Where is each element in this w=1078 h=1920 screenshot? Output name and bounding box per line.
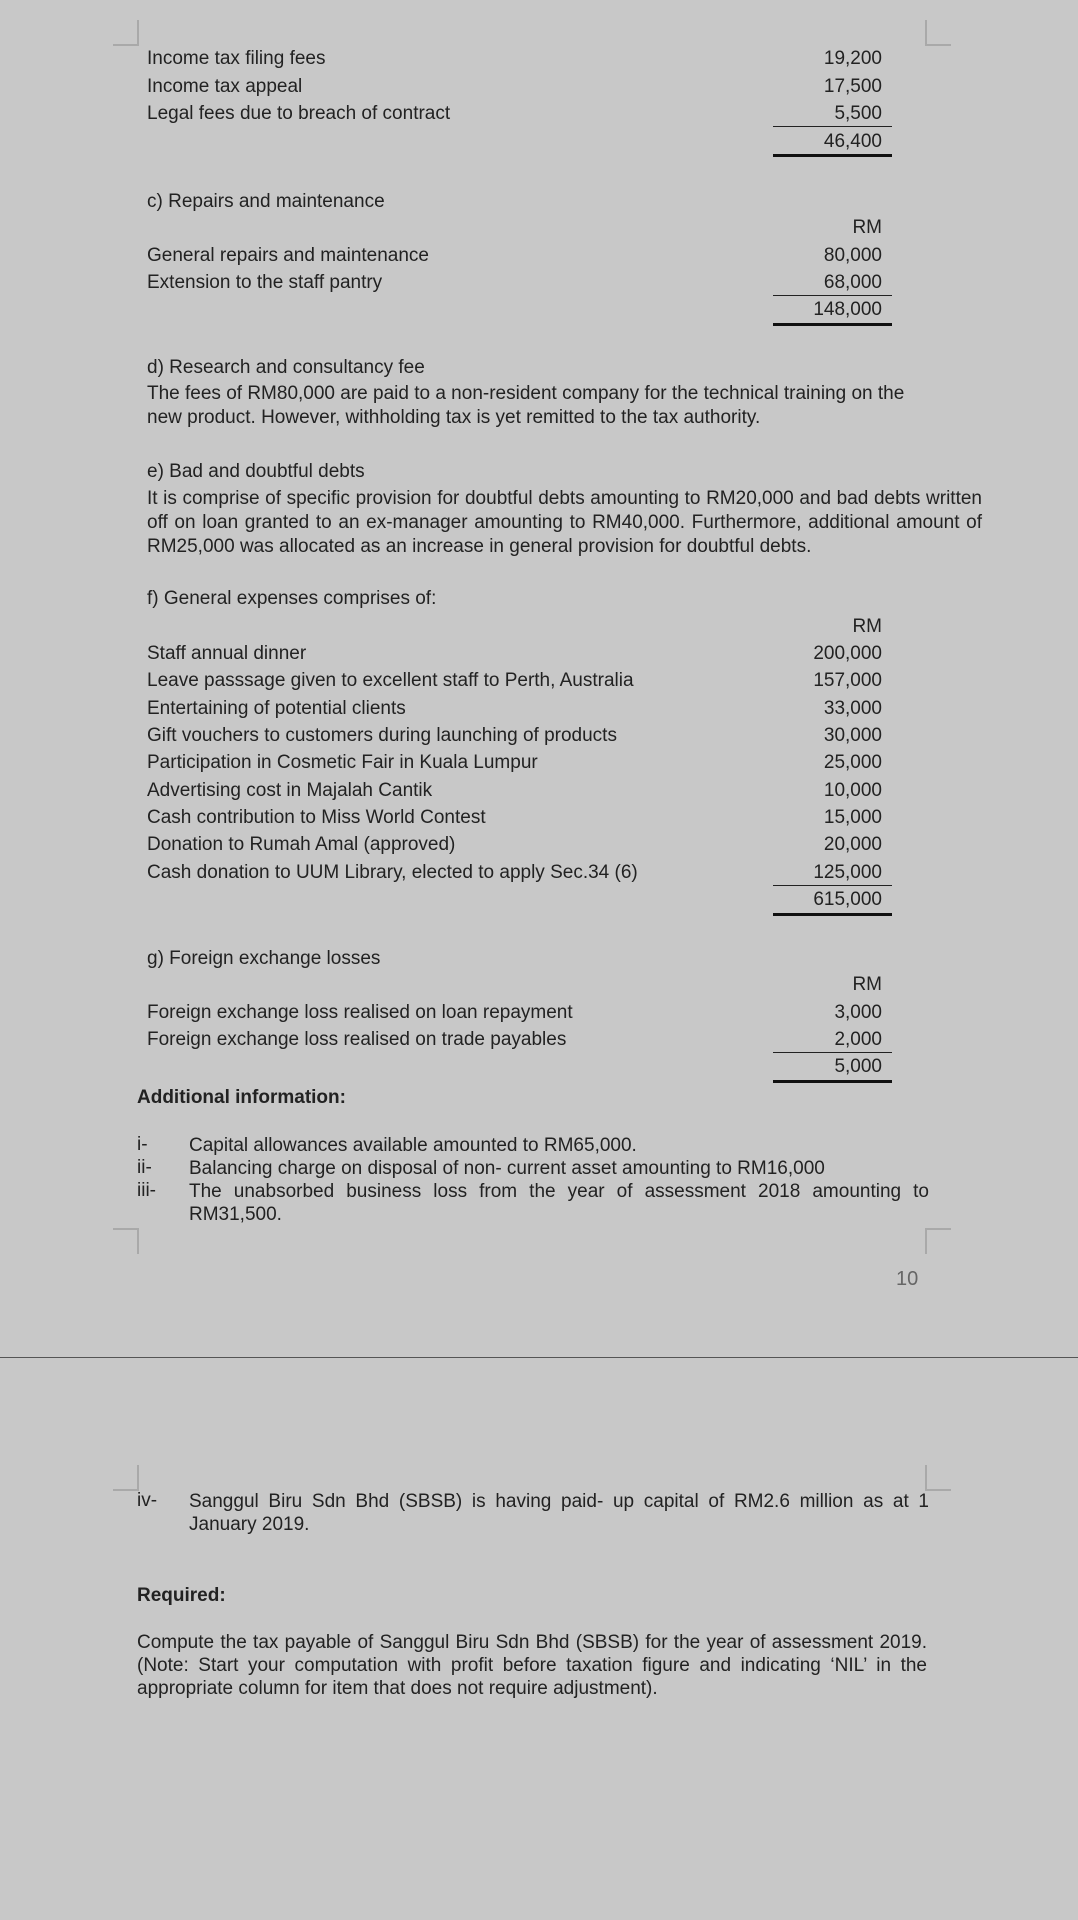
currency-row [147, 616, 882, 642]
page-corner-mark [925, 20, 951, 46]
item-amount: 68,000 [823, 272, 882, 293]
currency-row [147, 217, 882, 243]
note-text: Capital allowances available amounted to RM65,000. [189, 1135, 637, 1156]
item-label: Foreign exchange loss realised on loan repayment [147, 1002, 573, 1023]
total-row [147, 299, 882, 325]
item-amount: 157,000 [813, 670, 882, 691]
item-label: Participation in Cosmetic Fair in Kuala Lumpur [147, 752, 538, 773]
page-corner-mark [113, 1228, 139, 1254]
subtotal-rule [773, 1052, 892, 1053]
item-amount: 200,000 [813, 643, 882, 664]
item-amount: 17,500 [823, 76, 882, 97]
total-amount: 615,000 [813, 889, 882, 910]
total-rule [773, 154, 892, 157]
item-label: Entertaining of potential clients [147, 698, 406, 719]
total-row [147, 131, 882, 157]
subtotal-rule [773, 885, 892, 886]
item-amount: 19,200 [823, 48, 882, 69]
item-amount: 33,000 [823, 698, 882, 719]
expense-row [147, 1029, 882, 1055]
expense-row [147, 643, 882, 669]
section-text: It is comprise of specific provision for doubtful debts amounting to RM20,000 and bad debts written off on loan granted to an ex-manager amounting to RM40,000. Furthermore, additional amount of RM25,000 was allocated as an increase in general provision for doubtful debts. [147, 488, 982, 557]
note-text: Balancing charge on disposal of non- current asset amounting to RM16,000 [189, 1158, 825, 1179]
total-rule [773, 323, 892, 326]
item-amount: 2,000 [834, 1029, 882, 1050]
page-corner-mark [113, 20, 139, 46]
item-amount: 20,000 [823, 834, 882, 855]
total-rule [773, 1080, 892, 1083]
page-corner-mark [925, 1465, 951, 1491]
item-label: Cash contribution to Miss World Contest [147, 807, 486, 828]
currency-label: RM [852, 616, 882, 637]
section-heading: Required: [137, 1585, 226, 1606]
required-text: Compute the tax payable of Sanggul Biru Sdn Bhd (SBSB) for the year of assessment 2019. (Note: Start your computation with profit before taxation figure and indicating ‘NIL’ in the appropriate column for item that does not require adjustment). [137, 1632, 927, 1699]
expense-row [147, 807, 882, 833]
total-row [147, 889, 882, 915]
expense-row [147, 862, 882, 888]
expense-row [147, 834, 882, 860]
item-label: Extension to the staff pantry [147, 272, 383, 293]
legal-fee-row [147, 76, 882, 102]
expense-row [147, 752, 882, 778]
item-label: Leave passsage given to excellent staff to Perth, Australia [147, 670, 634, 691]
expense-row [147, 272, 882, 298]
item-amount: 10,000 [823, 780, 882, 801]
expense-row [147, 245, 882, 271]
item-label: Staff annual dinner [147, 643, 307, 664]
note-text: The unabsorbed business loss from the year of assessment 2018 amounting to RM31,500. [189, 1181, 929, 1225]
note-number: i- [137, 1134, 148, 1155]
section-text: The fees of RM80,000 are paid to a non-resident company for the technical training on the new product. However, withholding tax is yet remitted to the tax authority. [147, 383, 905, 428]
expense-row [147, 725, 882, 751]
total-amount: 5,000 [834, 1056, 882, 1077]
item-amount: 15,000 [823, 807, 882, 828]
legal-fee-row [147, 48, 882, 74]
section-heading: g) Foreign exchange losses [147, 948, 381, 969]
item-amount: 80,000 [823, 245, 882, 266]
total-rule [773, 913, 892, 916]
note-number: iv- [137, 1490, 158, 1511]
item-label: Legal fees due to breach of contract [147, 103, 451, 124]
item-label: Advertising cost in Majalah Cantik [147, 780, 433, 801]
item-amount: 125,000 [813, 862, 882, 883]
item-label: Income tax filing fees [147, 48, 326, 69]
total-amount: 46,400 [823, 131, 882, 152]
expense-row [147, 1002, 882, 1028]
item-amount: 5,500 [834, 103, 882, 124]
currency-row [147, 974, 882, 1000]
total-row [147, 1056, 882, 1082]
item-amount: 30,000 [823, 725, 882, 746]
item-label: Donation to Rumah Amal (approved) [147, 834, 456, 855]
currency-label: RM [852, 217, 882, 238]
expense-row [147, 670, 882, 696]
page-corner-mark [113, 1465, 139, 1491]
section-heading: c) Repairs and maintenance [147, 191, 385, 212]
page-number: 10 [896, 1268, 919, 1290]
expense-row [147, 780, 882, 806]
section-heading: Additional information: [137, 1087, 346, 1108]
subtotal-rule [773, 295, 892, 296]
section-heading: f) General expenses comprises of: [147, 588, 437, 609]
subtotal-rule [773, 126, 892, 127]
item-label: General repairs and maintenance [147, 245, 430, 266]
note-text: Sanggul Biru Sdn Bhd (SBSB) is having paid- up capital of RM2.6 million as at 1 January 2019. [189, 1491, 929, 1535]
page-separator [0, 1357, 1078, 1358]
legal-fee-row [147, 103, 882, 129]
section-heading: d) Research and consultancy fee [147, 357, 425, 378]
total-amount: 148,000 [813, 299, 882, 320]
item-label: Cash donation to UUM Library, elected to apply Sec.34 (6) [147, 862, 638, 883]
item-label: Gift vouchers to customers during launching of products [147, 725, 617, 746]
section-heading: e) Bad and doubtful debts [147, 461, 365, 482]
currency-label: RM [852, 974, 882, 995]
page-corner-mark [925, 1228, 951, 1254]
expense-row [147, 698, 882, 724]
note-number: ii- [137, 1157, 152, 1178]
item-amount: 3,000 [834, 1002, 882, 1023]
note-number: iii- [137, 1180, 156, 1201]
item-amount: 25,000 [823, 752, 882, 773]
item-label: Foreign exchange loss realised on trade payables [147, 1029, 567, 1050]
item-label: Income tax appeal [147, 76, 303, 97]
